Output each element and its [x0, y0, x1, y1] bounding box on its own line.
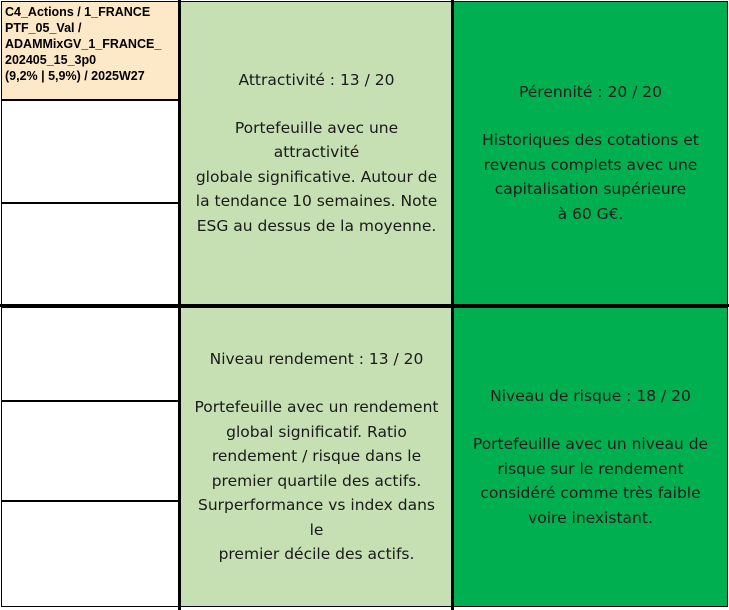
risque-text: Portefeuille avec un niveau de risque sur le rendement considéré comme très faible voire inexistant. — [472, 435, 709, 527]
vertical-divider-left — [178, 0, 181, 610]
vertical-divider-middle — [451, 0, 454, 610]
portfolio-label-line-2: PTF_05_Val / — [5, 21, 82, 35]
attractivite-panel — [180, 1, 453, 305]
blank-cell-2 — [1, 203, 180, 305]
attractivite-title: Attractivité : 13 / 20 — [238, 70, 395, 89]
risque-title: Niveau de risque : 18 / 20 — [490, 387, 691, 405]
portfolio-label-line-1: C4_Actions / 1_FRANCE — [5, 5, 151, 19]
blank-cell-1 — [1, 100, 180, 203]
rendement-title: Niveau rendement : 13 / 20 — [209, 350, 424, 369]
blank-cell-4 — [1, 401, 180, 501]
portfolio-label-cell — [1, 1, 180, 100]
perennite-panel — [453, 1, 728, 305]
horizontal-divider — [0, 304, 729, 307]
portfolio-label-line-3: ADAMMixGV_1_FRANCE_ — [5, 37, 162, 51]
portfolio-label-line-4: 202405_15_3p0 — [5, 53, 97, 67]
attractivite-text: Portefeuille avec une attractivité globale significative. Autour de la tendance 10 semaines. Note ESG au dessus de la moyenne. — [195, 118, 438, 235]
rendement-panel — [180, 307, 453, 607]
blank-cell-3 — [1, 307, 180, 401]
risque-panel — [453, 307, 728, 607]
rendement-text: Portefeuille avec un rendement global significatif. Ratio rendement / risque dans le premier quartile des actifs. Surperformance vs index dans le premier décile des actifs. — [194, 398, 439, 564]
perennite-title: Pérennité : 20 / 20 — [518, 83, 663, 101]
portfolio-label-line-5: (9,2% | 5,9%) / 2025W27 — [5, 69, 145, 83]
perennite-text: Historiques des cotations et revenus complets avec une capitalisation supérieure à 60 G€. — [482, 131, 699, 223]
blank-cell-5 — [1, 501, 180, 607]
